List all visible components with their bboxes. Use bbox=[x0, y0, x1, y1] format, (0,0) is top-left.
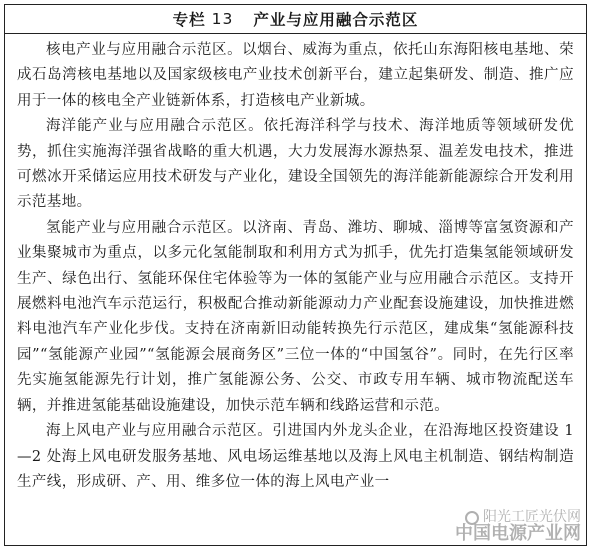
paragraph-nuclear: 核电产业与应用融合示范区。以烟台、威海为重点，依托山东海阳核电基地、荣成石岛湾核电基地以及国家级核电产业技术创新平台，建立起集研发、制造、推广应用于一体的核电全产业链新体系，打造核电产业新城。 bbox=[17, 42, 574, 109]
paragraph-offshore-wind: 海上风电产业与应用融合示范区。引进国内外龙头企业，在沿海地区投资建设 1—2 处海上风电研发服务基地、风电场运维基地以及海上风电主机制造、钢结构制造生产线，形成研、产、用、维多位一体的海上风电产业一 bbox=[17, 423, 574, 490]
paragraph-hydrogen: 氢能产业与应用融合示范区。以济南、青岛、潍坊、聊城、淄博等富氢资源和产业集聚城市为重点，以多元化氢能制取和利用方式为抓手，优先打造集氢能领域研发生产、绿色出行、氢能环保住宅体验等为一体的氢能产业与应用融合示范区。支持开展燃料电池汽车示范运行，积极配合推动新能源动力产业配套设施建设，加快推进燃料电池汽车产业化步伐。支持在济南新旧动能转换先行示范区，建成集“氢能源科技园”“氢能源产业园”“氢能源会展商务区”三位一体的“中国氢谷”。同时，在先行区率先实施氢能源先行计划，推广氢能源公务、公交、市政专用车辆、城市物流配送车辆，并推进氢能基础设施建设，加快示范车辆和线路运营和示范。 bbox=[17, 219, 574, 414]
paragraph-ocean-energy: 海洋能产业与应用融合示范区。依托海洋科学与技术、海洋地质等领域研发优势，抓住实施海洋强省战略的重大机遇，大力发展海水源热泵、温差发电技术，推进可燃冰开采储运应用技术研发与产业化，建设全国领先的海洋能新能源综合开发利用示范基地。 bbox=[17, 118, 574, 211]
box-content bbox=[5, 34, 586, 495]
title-text: 产业与应用融合示范区 bbox=[253, 11, 419, 29]
watermark-line-1: 阳光工匠光伏网 bbox=[483, 509, 581, 526]
feature-box bbox=[4, 4, 587, 546]
watermark bbox=[455, 510, 581, 544]
watermark-line-2: 中国电源产业网 bbox=[455, 523, 581, 545]
title-number: 13 bbox=[211, 10, 234, 28]
title-prefix: 专栏 bbox=[172, 11, 206, 29]
box-title bbox=[5, 5, 586, 34]
